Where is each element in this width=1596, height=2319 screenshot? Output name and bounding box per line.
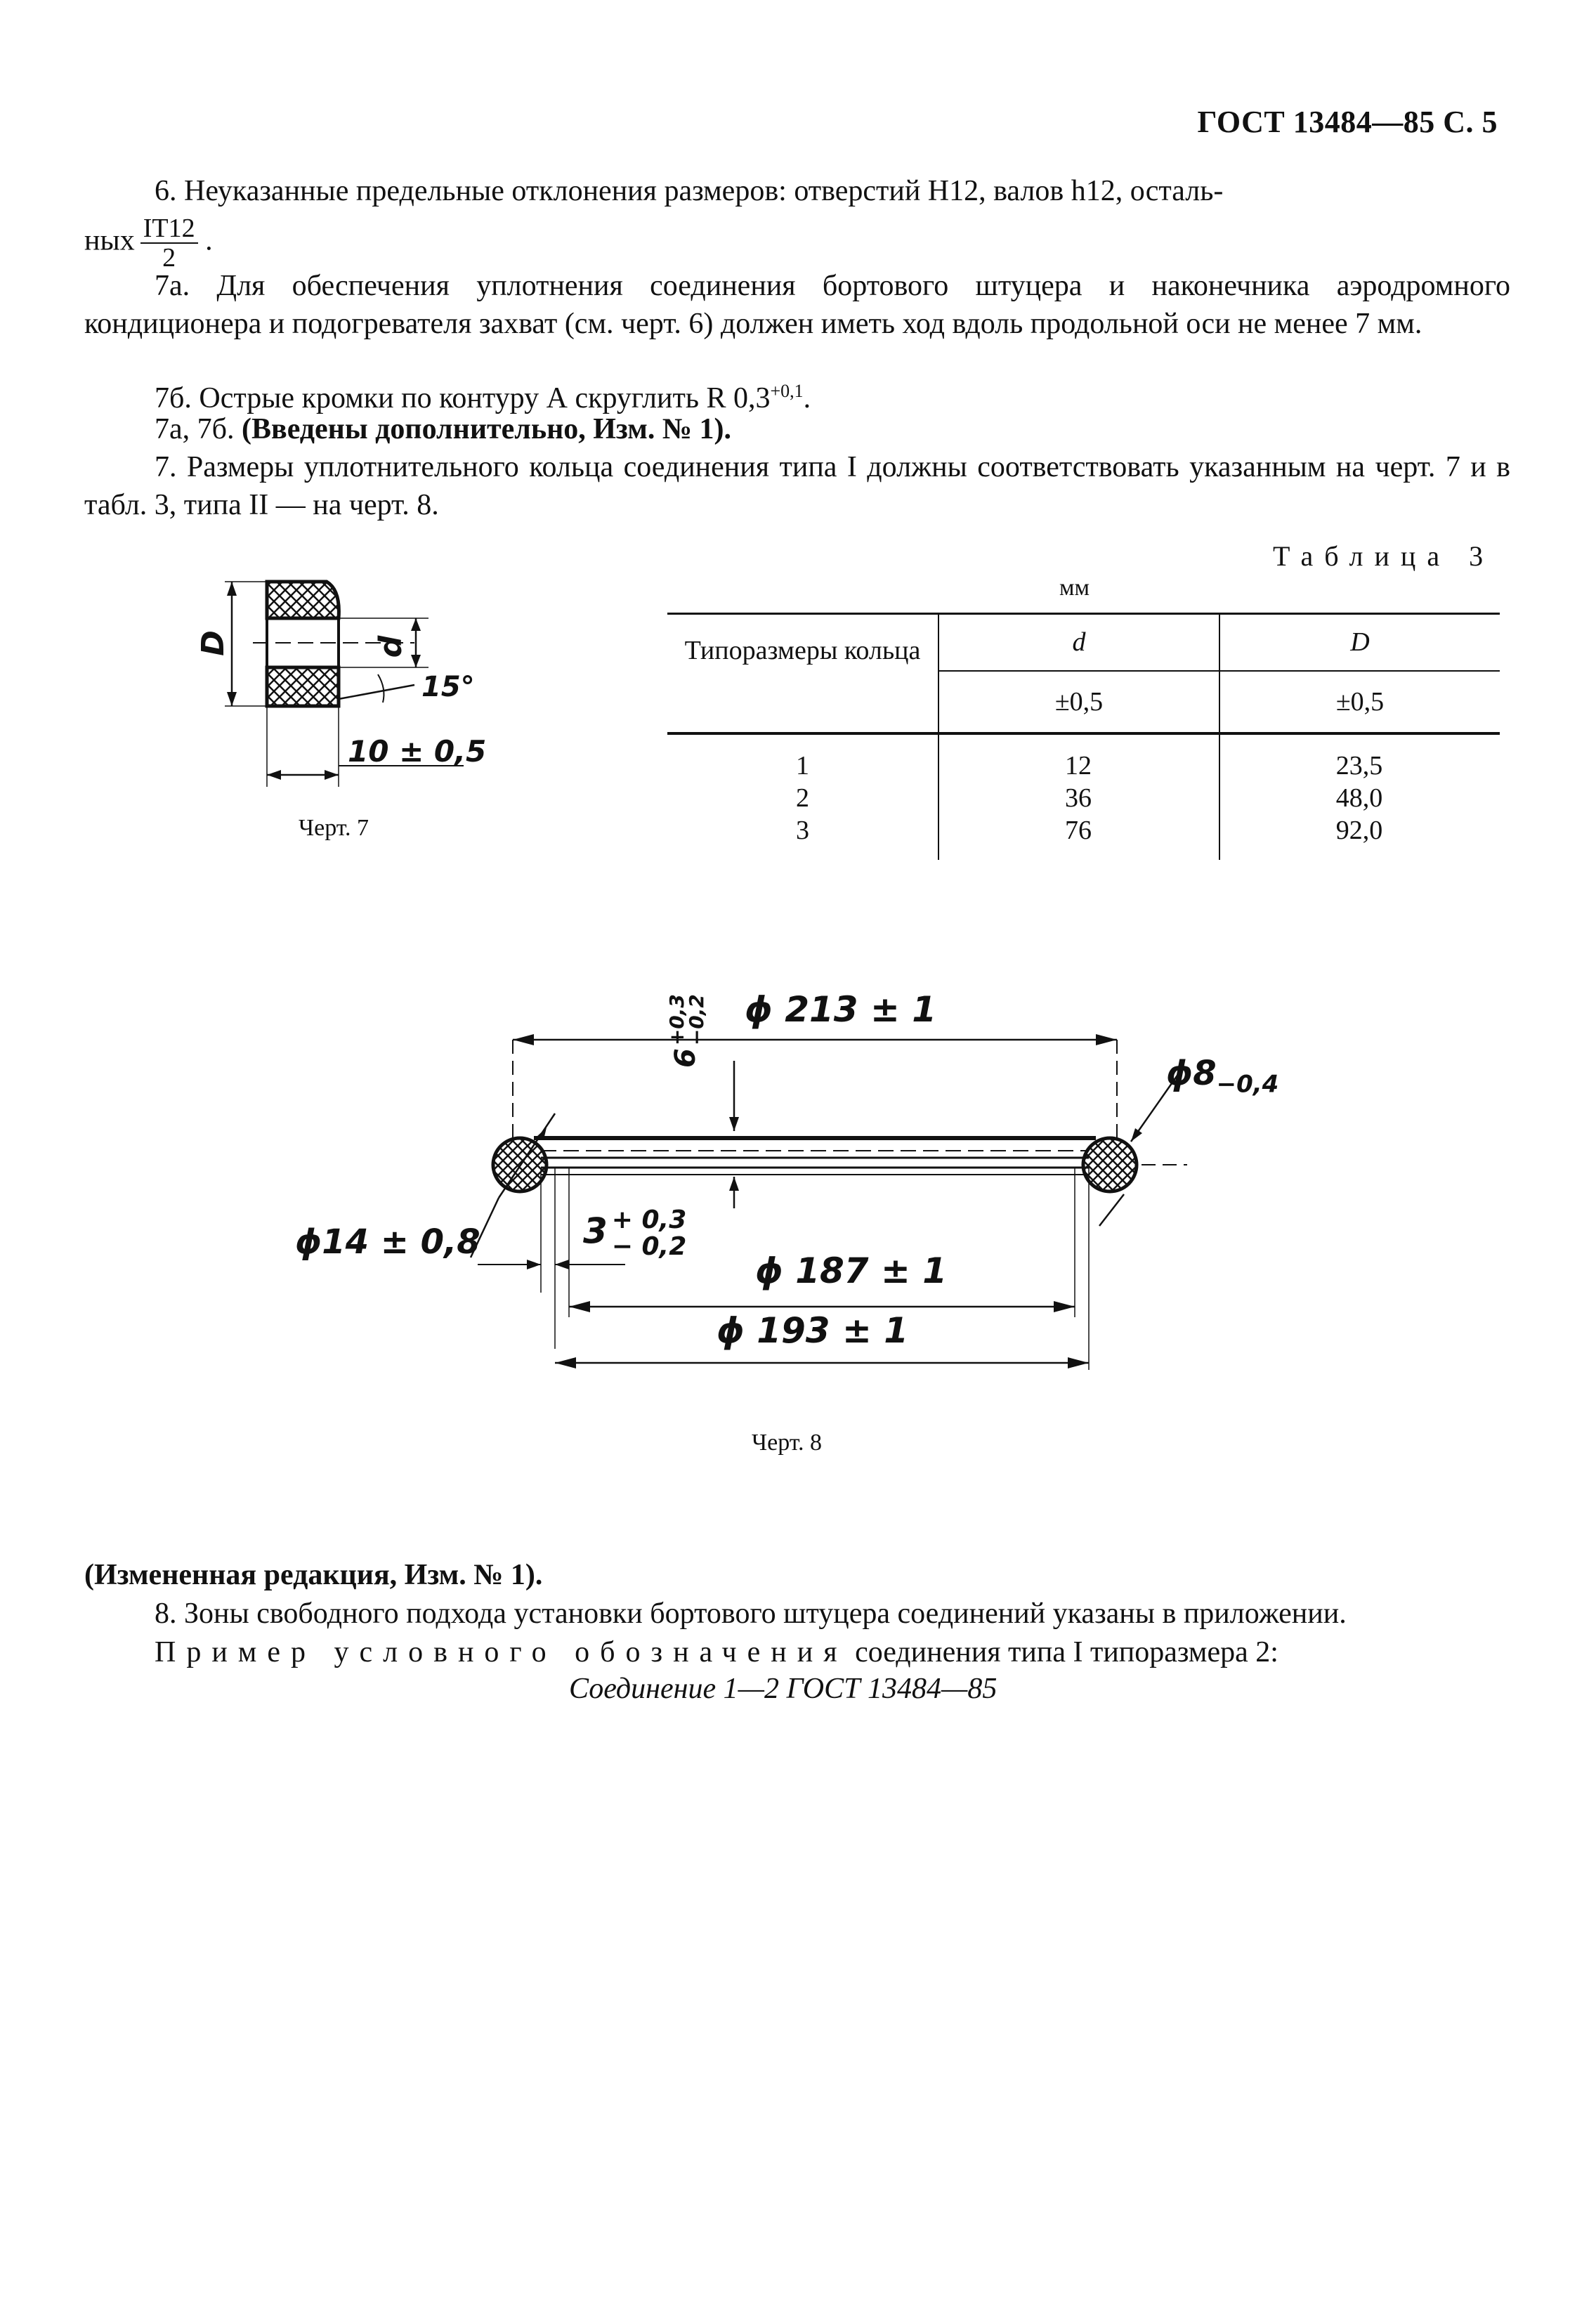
ring-section-bottom	[267, 667, 339, 706]
table-row	[667, 750, 1500, 782]
table-cell-D: 92,0	[1335, 816, 1383, 845]
amendment-note: (Измененная редакция, Изм. № 1).	[84, 1559, 543, 1591]
table-3-tol-d: ±0,5	[1054, 687, 1104, 717]
fraction-denominator: 2	[162, 243, 176, 273]
fraction-it12-2	[140, 214, 198, 272]
table-3-header-size: Типоразмеры кольца	[684, 636, 921, 665]
paragraph-7b-sup: +0,1	[770, 381, 804, 401]
example-spaced: Пример условного обозначения	[155, 1636, 848, 1668]
dim-6-upper: +0,3	[665, 994, 688, 1046]
table-cell-D: 23,5	[1335, 751, 1383, 780]
paragraph-8: 8. Зоны свободного подхода установки бортового штуцера соединений указаны в приложении.	[155, 1598, 1347, 1630]
figure-8-dim-6	[667, 994, 707, 1068]
table-cell-d: 12	[1065, 751, 1092, 780]
dim-6-lower: −0,2	[685, 994, 708, 1046]
dim-3-value: 3	[583, 1210, 608, 1252]
dim-8-value: ϕ8	[1166, 1054, 1217, 1093]
dim-8-tol: −0,4	[1216, 1070, 1279, 1099]
designation-example: Соединение 1—2 ГОСТ 13484—85	[569, 1673, 998, 1705]
figure-8-dim-193: ϕ 193 ± 1	[717, 1310, 909, 1351]
figure-7-label-width: 10 ± 0,5	[348, 734, 487, 769]
figure-8-dim-3	[583, 1207, 686, 1260]
paragraph-7b-end: .	[803, 382, 811, 414]
table-row	[667, 814, 1500, 847]
paragraph-7ab-amendment	[84, 410, 1510, 448]
paragraph-7: 7. Размеры уплотнительного кольца соединения типа I должны соответствовать указанным на черт. 7 и в табл. 3, типа II — на черт. 8.	[84, 451, 1510, 521]
example-rest: соединения типа I типоразмера 2:	[847, 1636, 1278, 1668]
figure-7-caption: Черт. 7	[299, 815, 369, 841]
fraction-numerator: IT12	[140, 214, 198, 244]
dim-3-lower: − 0,2	[611, 1232, 687, 1261]
paragraph-6-continuation	[84, 214, 213, 272]
table-3-header-D: D	[1350, 627, 1370, 657]
dim-6-value: 6	[669, 1048, 702, 1068]
paragraph-7a: 7а. Для обеспечения уплотнения соединения бортового штуцера и наконечника аэродромного кондиционера и подогревателя захват (см. черт. 6) должен иметь ход вдоль продольной оси не менее 7 мм.	[84, 270, 1510, 340]
figure-8-dim-213: ϕ 213 ± 1	[745, 989, 937, 1030]
example-line	[84, 1633, 1510, 1671]
figure-8-caption: Черт. 8	[752, 1430, 823, 1456]
paragraph-7b-text: 7б. Острые кромки по контуру А скруглить R 0,3	[155, 382, 771, 414]
paragraph-6	[84, 172, 1510, 210]
table-row	[667, 782, 1500, 814]
table-3-header-d: d	[1072, 627, 1086, 657]
page-header: ГОСТ 13484—85 С. 5	[1197, 105, 1498, 139]
figure-7-label-angle: 15°	[421, 671, 475, 703]
table-3-body	[667, 750, 1500, 847]
table-3-unit: мм	[1059, 575, 1090, 601]
ring-section-top	[267, 582, 339, 618]
figure-8-dim-14: ϕ14 ± 0,8	[295, 1222, 480, 1262]
paragraph-6-text: 6. Неуказанные предельные отклонения размеров: отверстий H12, валов h12, осталь-	[155, 175, 1224, 207]
ring-section-right	[1083, 1138, 1137, 1191]
table-cell-size: 1	[796, 751, 809, 780]
table-cell-d: 76	[1065, 816, 1092, 845]
figure-8-dim-187: ϕ 187 ± 1	[755, 1250, 948, 1291]
figure-8-dim-8	[1166, 1054, 1278, 1099]
fraction-end-dot: .	[205, 224, 213, 257]
paragraph-6-cont-word: ных	[84, 224, 135, 257]
table-cell-d: 36	[1065, 783, 1092, 813]
table-3-title: Таблица 3	[1273, 540, 1495, 572]
amend-bold: (Введены дополнительно, Изм. № 1).	[242, 413, 732, 445]
table-cell-size: 3	[796, 816, 809, 845]
table-3-tol-D: ±0,5	[1335, 687, 1385, 717]
figure-7-label-d: d	[372, 635, 409, 658]
table-cell-D: 48,0	[1335, 783, 1383, 813]
dim-3-upper: + 0,3	[611, 1206, 687, 1234]
table-3	[667, 613, 1500, 860]
table-cell-size: 2	[796, 783, 809, 813]
amend-prefix: 7а, 7б.	[155, 413, 242, 445]
figure-7-label-D: D	[195, 630, 231, 656]
